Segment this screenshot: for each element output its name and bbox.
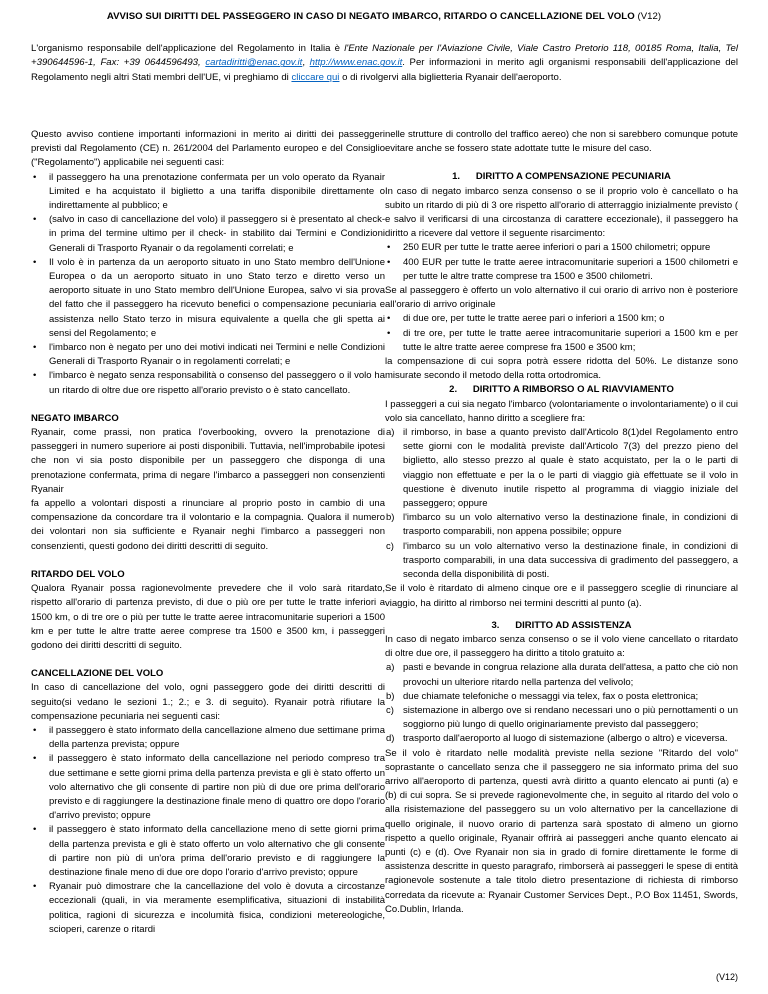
list-item (385, 540, 738, 583)
list-item: • 250 EUR per tutte le tratte aeree inferiori o pari a 1500 chilometri; oppure (385, 241, 738, 255)
list-item: • il passeggero è stato informato della cancellazione meno di sette giorni prima della partenza prevista e gli è stato offerto un volo alternativo che gli consente di partire non più di un'ora prima dell'orario previsto e di raggiungere la destinazione finale meno di due ore dopo l'orario d'arrivo previsto; oppure (31, 823, 385, 880)
cancellation-heading: CANCELLAZIONE DEL VOLO (31, 668, 164, 680)
list-item (385, 511, 738, 539)
intro-paragraph (31, 42, 738, 85)
list-item: • Il volo è in partenza da un aeroporto situato in uno Stato membro dell'Unione Europea o da un aeroporto situato in uno Stato terzo e diretto verso un aeroporto situate in uno Stato membro dell'Unione Europea, salvo vi sia prova del fatto che il passeggero ha ricevuto benefici o compensazione pecuniaria e assistenza nello Stato terzo in misura equivalente a quella che gli spetta ai sensi del Regolamento; e (31, 256, 385, 341)
list-item: • di tre ore, per tutte le tratte aeree intracomunitarie superiori a 1500 km e per tutte le altre tratte aeree comprese fra 1500 e 3500 km; (385, 327, 738, 355)
title-version: (V12) (637, 11, 662, 22)
refund-end-paragraph: Se il volo è ritardato di almeno cinque ore e il passeggero sceglie di rinunciare al viaggio, ha diritto al rimborso nei termini descritti al punto (a). (385, 583, 738, 609)
list-text: pasti e bevande in congrua relazione alla durata dell'attesa, a patto che ciò non provochi un ulteriore ritardo nella partenza del velivolo; (403, 662, 738, 688)
denied-boarding-paragraph-2: fa appello a volontari disposti a rinunciare al proprio posto in cambio di una compensazione da concordare tra il volontario e la compagnia. Qualora il numero dei volontari non sia sufficiente e Ryanair neghi l'imbarco a passeggeri non consenzienti, questi godono dei diritti descritti di seguito. (31, 498, 385, 552)
list-item: • Ryanair può dimostrare che la cancellazione del volo è dovuta a circostanze eccezionali (quali, in via meramente esemplificativa, situazioni di instabilità politica, ragioni di sicurezza e incolumità fisica, condizioni metereologiche, scioperi, carenze o ritardi (31, 880, 385, 937)
continuation-paragraph: nelle strutture di controllo del traffico aereo) che non si sarebbero comunque potute evitare anche se fossero state adottate tutte le misure del caso. (385, 129, 738, 155)
intro-sep: , (302, 57, 310, 69)
page-title (0, 11, 768, 22)
intro-text-2: . Per informazioni in merito agli organismi responsabili dell'applicazione del Regolamento negli altri Stati membri dell'UE, vi preghiamo di (31, 57, 738, 83)
list-item (385, 732, 738, 746)
list-text: l'imbarco su un volo alternativo verso la destinazione finale, in condizioni di trasporto comparabili, in una data successiva di gradimento del passeggero, a seconda della disponibilità di posti. (403, 540, 738, 581)
list-marker: c) (386, 540, 394, 552)
list-text: il rimborso, in base a quanto previsto dall'Articolo 8(1)del Regolamento entro sette giorni con le modalità previste dall'Articolo 7(3) del prezzo pieno del biglietto, allo stesso prezzo al quale è stato acquistato, per la o le parti di viaggio non effettuate e per la o le parti di viaggio già effettuate se il volo in questione è divenuto inutile rispetto al programma di viaggio iniziale del passeggero; oppure (403, 427, 738, 510)
list-item (385, 690, 738, 704)
list-marker: c) (386, 704, 394, 716)
enac-website-link[interactable]: http://www.enac.gov.it (309, 57, 403, 69)
list-item: • il passeggero ha una prenotazione confermata per un volo operato da Ryanair Limited e ha acquistato il biglietto a una tariffa disponibile direttamente o indirettamente al pubblico; e (31, 171, 385, 214)
footer-version: (V12) (715, 972, 738, 982)
refund-paragraph: I passeggeri a cui sia negato l'imbarco (volontariamente o involontariamente) o il cui volo sia cancellato, hanno diritto a scegliere fra: (385, 398, 738, 424)
compensation-heading: 1. DIRITTO A COMPENSAZIONE PECUNIARIA (452, 171, 671, 183)
list-text: due chiamate telefoniche o messaggi via telex, fax o posta elettronica; (403, 690, 699, 702)
flight-delay-paragraph: Qualora Ryanair possa ragionevolmente prevedere che il volo sarà ritardato, rispetto all'orario di partenza previsto, di due o più ore per tutte le tratte inferiori a 1500 km, o di tre ore o più per tutte le tratte aeree intracomunitarie superiori a 1500 km e per tutte le altre tratte aeree comprese tra 1500 e 3500 km, i passeggeri godono dei diritti descritti di seguito. (31, 583, 385, 651)
list-item (385, 426, 738, 511)
intro-enac-address: l'Ente Nazionale per l'Aviazione Civile, Viale Castro Pretorio 118, 00185 Roma, Italia, Tel +390644596-1, Fax: +39 0644596493, (31, 43, 738, 69)
list-item: • il passeggero è stato informato della cancellazione nel periodo compreso tra due settimane e sette giorni prima della partenza prevista e gli è stato offerto un volo alternativo che gli consente di partire non più di due ore prima dell'orario previsto e di raggiungere la destinazione finale meno di quattro ore dopo l'orario d'arrivo previsto; oppure (31, 752, 385, 823)
list-marker: d) (386, 733, 395, 745)
list-text: trasporto dall'aeroporto al luogo di sistemazione (albergo o altro) e viceversa. (403, 733, 728, 745)
alternative-flight-paragraph: Se al passeggero è offerto un volo alternativo il cui orario di arrivo non è posteriore all'orario di arrivo originale (385, 285, 738, 311)
list-marker: b) (386, 690, 395, 702)
left-column (31, 128, 385, 937)
list-item: • l'imbarco non è negato per uno dei motivi indicati nei Termini e nelle Condizioni Generali di Trasporto Ryanair o in regolamenti correlati; e (31, 341, 385, 369)
list-text: l'imbarco su un volo alternativo verso la destinazione finale, in condizioni di trasporto comparabili, non appena possibile; oppure (403, 512, 738, 538)
list-item: • 400 EUR per tutte le tratte aeree intracomunitarie superiori a 1500 chilometri e per tutte le altre tratte comprese tra 1500 e 3500 chilometri. (385, 256, 738, 284)
click-here-link[interactable]: cliccare qui (291, 71, 340, 83)
flight-delay-heading: RITARDO DEL VOLO (31, 568, 125, 580)
denied-boarding-heading: NEGATO IMBARCO (31, 412, 119, 424)
assistance-heading: 3. DIRITTO AD ASSISTENZA (491, 619, 632, 631)
intro-text-3: o di rivolgervi alla biglietteria Ryanair dell'aeroporto. (339, 71, 562, 83)
list-item: • il passeggero è stato informato della cancellazione almeno due settimane prima della partenza prevista; oppure (31, 724, 385, 752)
list-marker: a) (386, 427, 395, 439)
enac-email-link[interactable]: cartadiritti@enac.gov.it (205, 57, 303, 69)
list-marker: a) (386, 662, 395, 674)
compensation-paragraph: In caso di negato imbarco senza consenso o se il proprio volo è cancellato o ha subito un ritardo di più di 3 ore rispetto all'orario di atterraggio inizialmente previsto ( e salvo il verificarsi di una circostanza di carattere eccezionale), il passeggero ha diritto a ricevere dal vettore il seguente risarcimento: (385, 185, 738, 240)
lead-paragraph: Questo avviso contiene importanti informazioni in merito ai diritti dei passeggeri previsti dal Regolamento (CE) n. 261/2004 del Parlamento europeo e del Consiglio ("Regolamento") applicabile nei seguenti casi: (31, 129, 385, 169)
assistance-paragraph: In caso di negato imbarco senza consenso o se il volo viene cancellato o ritardato di oltre due ore, il passeggero ha diritto a titolo gratuito a: (385, 633, 738, 660)
list-item: • (salvo in caso di cancellazione del volo) il passeggero si è presentato al check-in prima del termine ultimo per il check- in stabilito dai Termini e Condizioni Generali di Trasporto Ryanair o da regolamenti correlati; e (31, 213, 385, 256)
list-text: sistemazione in albergo ove si rendano necessari uno o più pernottamenti o un soggiorno più lungo di quello originariamente previsto dal passeggero; (403, 704, 738, 731)
assistance-end-paragraph: Se il volo è ritardato nelle modalità previste nella sezione "Ritardo del volo" soprastante o cancellato senza che il passeggero ne sia informato prima del suo arrivo all'aeroporto di partenza, questi avrà diritto a quanto elencato ai punti (a) e (b) di cui sopra. Se si prevede ragionevolmente che, in seguito al ritardo del volo o alla risistemazione del passeggero su un volo alternativo per la cancellazione di quello originale, il nuovo orario di partenza sarà spostato di almeno un giorno rispetto a quello originale, Ryanair offrirà ai passeggeri anche quanto elencato ai punti (c) e (d). Ove Ryanair non sia in grado di fornire direttamente le forme di assistenza descritte in questo paragrafo, rimborserà ai passeggeri le spese di entità ragionevole sostenute a tale titolo dietro presentazione di richiesta di rimborso corredata da ricevute a: Ryanair Customer Services Dept., P.O Box 11451, Swords, Co.Dublin, Irlanda. (385, 747, 738, 915)
list-item: • di due ore, per tutte le tratte aeree pari o inferiori a 1500 km; o (385, 312, 738, 326)
intro-text-1: L'organismo responsabile dell'applicazione del Regolamento in Italia è (31, 43, 345, 54)
list-marker: b) (386, 512, 395, 524)
denied-boarding-paragraph-1: Ryanair, come prassi, non pratica l'overbooking, ovvero la prenotazione di passeggeri in numero superiore ai posti disponibili. Tuttavia, nell'improbabile ipotesi che non vi sia posto disponibile per un passeggero che disponga di una prenotazione confermata, prima di negare l'imbarco a passeggeri non consenzienti Ryanair (31, 427, 385, 495)
list-item (385, 704, 738, 732)
right-column (385, 128, 738, 917)
title-text: AVVISO SUI DIRITTI DEL PASSEGGERO IN CASO DI NEGATO IMBARCO, RITARDO O CANCELLAZIONE DEL VOLO (106, 11, 635, 22)
cancellation-paragraph: In caso di cancellazione del volo, ogni passeggero gode dei diritti descritti di seguito(si vedano le sezioni 1.; 2.; e 3. di seguito). Ryanair potrà rifiutare la compensazione pecuniaria nei seguenti casi: (31, 682, 385, 722)
list-item (385, 661, 738, 689)
compensation-reduction-paragraph: la compensazione di cui sopra potrà essere ridotta del 50%. Le distanze sono misurate secondo il metodo della rotta ortodromica. (385, 356, 738, 382)
list-item: • l'imbarco è negato senza responsabilità o consenso del passeggero o il volo ha un ritardo di oltre due ore rispetto all'orario previsto o è stato cancellato. (31, 369, 385, 397)
refund-heading: 2. DIRITTO A RIMBORSO O AL RIAVVIAMENTO (449, 384, 674, 396)
